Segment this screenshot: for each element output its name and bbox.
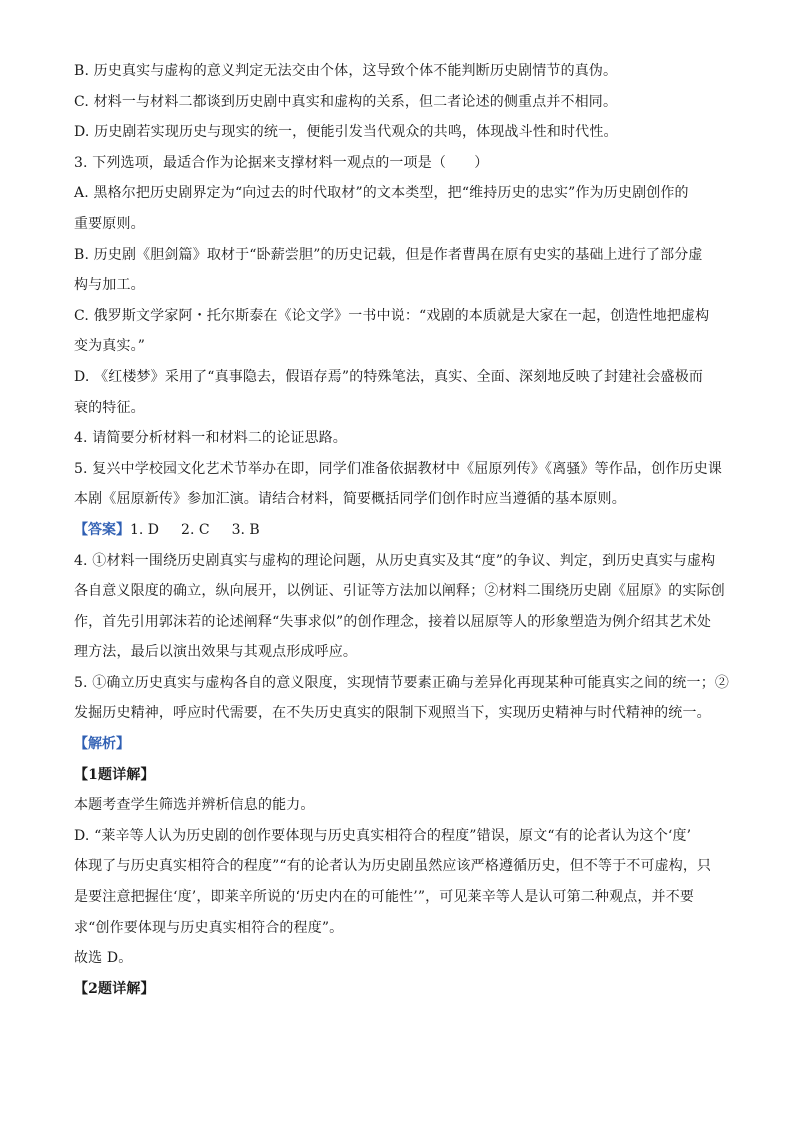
q1-detail-line3: 体现了与历史真实相符合的程度”“有的论者认为历史剧虽然应该严格遵循历史，但不等于不可虚构，只: [74, 858, 712, 875]
option-b-line: B. 历史真实与虚构的意义判定无法交由个体，这导致个体不能判断历史剧情节的真伪。: [74, 63, 618, 79]
q1-detail-line5: 求“创作要体现与历史真实相符合的程度”。: [74, 919, 344, 936]
q1-detail-line1: 本题考查学生筛选并辨析信息的能力。: [74, 797, 315, 814]
q1-detail-line2: D. “莱辛等人认为历史剧的创作要体现与历史真实相符合的程度”错误，原文“有的论者认为这个‘度’: [74, 827, 692, 844]
answer-4-line1: 4. ①材料一围绕历史剧真实与虚构的理论问题，从历史真实及其“度”的争议、判定，到历史真实与虚构: [74, 552, 716, 569]
q3-option-c-line1: C. 俄罗斯文学家阿・托尔斯泰在《论文学》一书中说：“戏剧的本质就是大家在一起，创造性地把虚构: [74, 307, 710, 324]
analysis-row: [74, 735, 726, 753]
question-4: 4. 请简要分析材料一和材料二的论证思路。: [74, 430, 347, 447]
answer-4-line3: 作，首先引用郭沫若的论述阐释“失事求似”的创作理念，接着以屈原等人的形象塑造为例介绍其艺术处: [74, 613, 712, 630]
q3-option-d-line1: D. 《红楼梦》采用了“真事隐去，假语存焉”的特殊笔法，真实、全面、深刻地反映了封建社会盛极而: [74, 368, 703, 385]
q1-heading: 【1题详解】: [74, 766, 155, 783]
option-d-line: D. 历史剧若实现历史与现实的统一，便能引发当代观众的共鸣，体现战斗性和时代性。: [74, 124, 618, 141]
q3-option-d-line2: 衰的特征。: [74, 399, 145, 416]
q2-heading: 【2题详解】: [74, 980, 155, 997]
answer-row: [74, 521, 726, 539]
answer-4-line4: 理方法，最后以演出效果与其观点形成呼应。: [74, 644, 357, 661]
answer-tag: 【答案】: [74, 521, 130, 538]
question-5-line1: 5. 复兴中学校园文化艺术节举办在即，同学们准备依据教材中《屈原列传》《离骚》等作品，创作历史课: [74, 460, 723, 477]
q3-option-b-line2: 构与加工。: [74, 277, 145, 294]
option-c-line: C. 材料一与材料二都谈到历史剧中真实和虚构的关系，但二者论述的侧重点并不相同。: [74, 93, 618, 110]
question-3: 3. 下列选项，最适合作为论据来支撑材料一观点的一项是（ ）: [74, 154, 489, 171]
analysis-tag: 【解析】: [74, 736, 130, 753]
answer-5-line2: 发掘历史精神，呼应时代需要，在不失历史真实的限制下观照当下，实现历史精神与时代精神的统一。: [74, 705, 711, 722]
answer-item-1: 1. D: [130, 521, 160, 538]
document-page: [74, 62, 730, 998]
q1-detail-line4: 是要注意把握住‘度’，即莱辛所说的‘历史内在的可能性’”，可见莱辛等人是认可第二种观点，并不要: [74, 889, 695, 906]
answer-4-line2: 各自意义限度的确立，纵向展开，以例证、引证等方法加以阐释；②材料二围绕历史剧《屈原》的实际创: [74, 583, 725, 600]
answer-item-2: 2. C: [181, 521, 210, 538]
q3-option-a-line2: 重要原则。: [74, 215, 145, 232]
q3-option-c-line2: 变为真实。”: [74, 338, 146, 355]
q3-option-b-line1: B. 历史剧《胆剑篇》取材于“卧薪尝胆”的历史记载，但是作者曹禺在原有史实的基础上进行了部分虚: [74, 246, 703, 263]
q1-conclusion: 故选 D。: [74, 950, 133, 967]
question-5-line2: 本剧《屈原新传》参加汇演。请结合材料，简要概括同学们创作时应当遵循的基本原则。: [74, 491, 626, 508]
q3-option-a-line1: A. 黑格尔把历史剧界定为“向过去的时代取材”的文本类型，把“维持历史的忠实”作为历史剧创作的: [74, 185, 689, 202]
answer-5-line1: 5. ①确立历史真实与虚构各自的意义限度，实现情节要素正确与差异化再现某种可能真实之间的统一；②: [74, 674, 730, 691]
answer-item-3: 3. B: [231, 521, 260, 538]
